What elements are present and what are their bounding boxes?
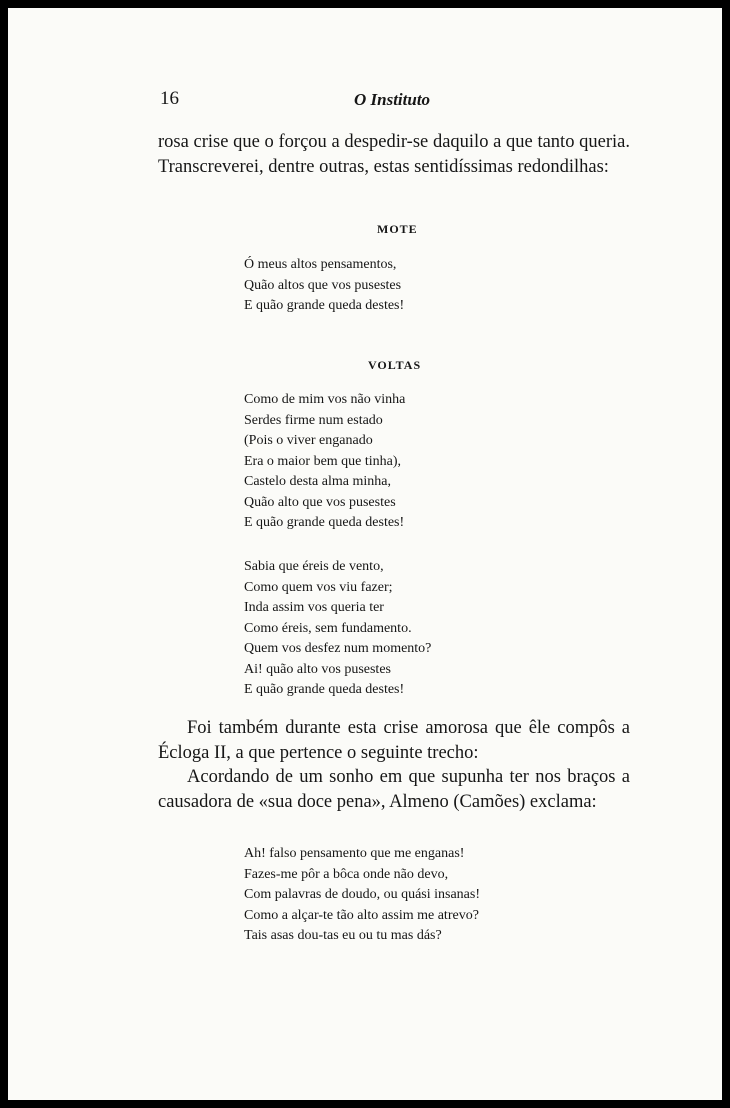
verse-line: Inda assim vos queria ter [244,600,384,615]
running-title: O Instituto [354,90,431,109]
verse-line: Sabia que éreis de vento, [244,559,384,574]
mote-heading: MOTE [377,222,418,236]
verse-line: Quão alto que vos pusestes [244,494,396,510]
closing-paragraphs [158,716,630,814]
ecloga-excerpt [244,844,480,947]
verse-line: Ó meus altos pensamentos, [244,257,397,272]
page-number: 16 [160,88,179,109]
verse-line: Serdes firme num estado [244,412,383,428]
paragraph: Acordando de um sonho em que supunha ter nos braços a causadora de «sua doce pena», Almeno (Camões) exclama: [158,767,630,812]
voltas-stanza-2 [244,557,431,701]
verse-line: Como quem vos viu fazer; [244,579,393,595]
voltas-stanza-1 [244,390,405,534]
paragraph: rosa crise que o forçou a despedir-se daquilo a que tanto queria. Transcreverei, dentre outras, estas sentidíssimas redondilhas: [158,132,630,177]
opening-paragraph [158,130,630,179]
verse-line: Como a alçar-te tão alto assim me atrevo? [244,907,479,923]
verse-line: E quão grande queda destes! [244,682,405,697]
verse-line: Era o maior bem que tinha), [244,453,402,469]
verse-line: Tais asas dou-tas eu ou tu mas dás? [244,928,442,943]
voltas-heading: VOLTAS [368,358,422,372]
paragraph: Foi também durante esta crise amorosa que êle compôs a Écloga II, a que pertence o seguinte trecho: [158,718,630,763]
verse-line: Quem vos desfez num momento? [244,641,432,656]
verse-line: E quão grande queda destes! [244,515,405,530]
verse-line: Como éreis, sem fundamento. [244,620,412,636]
verse-line: Ah! falso pensamento que me enganas! [244,846,465,861]
verse-line: Com palavras de doudo, ou quási insanas! [244,887,481,902]
verse-line: E quão grande queda destes! [244,298,405,313]
mote-stanza [244,255,404,317]
verse-line: Ai! quão alto vos pusestes [244,661,391,677]
verse-line: Como de mim vos não vinha [244,392,406,407]
verse-line: Quão altos que vos pusestes [244,277,402,293]
verse-line: (Pois o viver enganado [244,433,373,448]
book-page [8,8,722,1100]
verse-line: Castelo desta alma minha, [244,474,391,489]
verse-line: Fazes-me pôr a bôca onde não devo, [244,866,449,882]
